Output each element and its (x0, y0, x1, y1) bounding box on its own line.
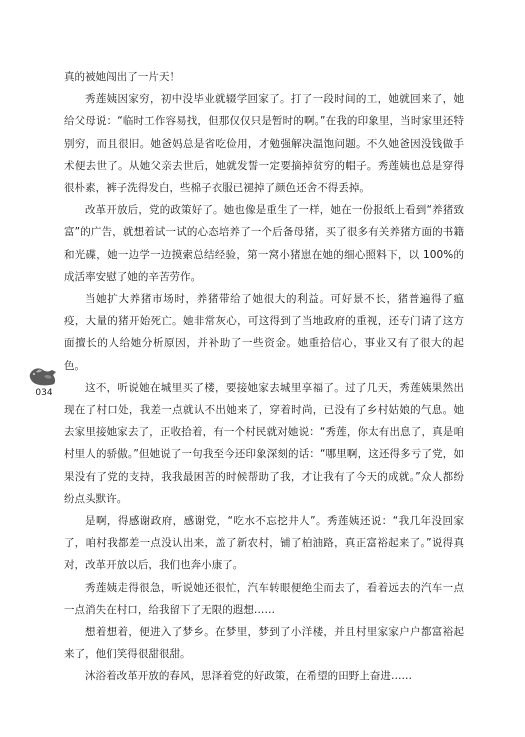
paragraph-9: 沐浴着改革开放的春风，思泽着党的好政策，在希望的田野上奋进…… (85, 670, 413, 683)
paragraph-2: 秀莲姨因家穷，初中没毕业就辍学回家了。打了一段时间的工，她就回来了，她给父母说：“临时工作容易找，但那仅仅只是暂时的啊。”在我的印象里，当时家里还特别穷，而且很旧。她爸妈总是省吃俭用，才勉强解决温饱问题。不久她爸因没钱做手术便去世了。从她父亲去世后，她就发誓一定要摘掉贫穷的帽子。秀莲姨也总是穿得很朴素，裤子洗得发白，些棉子衣服已褪掉了颜色还舍不得丢掉。 (64, 93, 464, 195)
paragraph-6: 是啊，得感谢政府，感谢党，“吃水不忘挖井人”。秀莲姨还说：“我几年没回家了，咱村我都差一点没认出来，盖了新农村，铺了柏油路，真正富裕起来了。”说得真对，改革开放以后，我们也奔小康了。 (64, 515, 464, 572)
paragraph-4: 当她扩大养猪市场时，养猪带给了她很大的利益。可好景不长，猪普遍得了瘟疫，大量的猪开始死亡。她非常灰心，可这得到了当地政府的重视，还专门请了这方面擅长的人给她分析原因，并补助了一些资金。她重拾信心，事业又有了很大的起色。 (64, 293, 464, 372)
paragraph-5: 这不，听说她在城里买了楼，要接她家去城里享福了。过了几天，秀莲姨果然出现在了村口处，我差一点就认不出她来了，穿着时尚，已没有了乡村姑娘的气息。她去家里接她家去了，正收拾着，有一个村民就对她说：“秀莲，你太有出息了，真是咱村里人的骄傲。”但她说了一句我至今还印象深刻的话：“哪里啊，这还得多亏了党，如果没有了党的支持，我我最困苦的时候帮助了我，才让我有了今天的成就。”众人都纷纷点头默许。 (64, 381, 464, 505)
paragraph-7: 秀莲姨走得很急，听说她还很忙，汽车转眼便绝尘而去了，看着远去的汽车一点一点消失在村口，给我留下了无限的遐想…… (64, 581, 464, 616)
paragraph-8: 想着想着，便进入了梦乡。在梦里，梦到了小洋楼，并且村里家家户户都富裕起来了，他们笑得很甜很甜。 (64, 626, 464, 661)
bird-ornament-icon (27, 364, 61, 388)
body-text (64, 66, 464, 688)
paragraph-1: 真的被她闯出了一片天！ (64, 71, 181, 83)
page-number-marker (27, 364, 61, 404)
paragraph-3: 改革开放后，党的政策好了。她也像是重生了一样，她在一份报纸上看到“养猪致富”的广告，就想着试一试的心态培养了一个后备母猪，买了很多有关养猪方面的书籍和光碟，她一边学一边摸索总结经验，第一窝小猪崽在她的细心照料下，以 100%的成活率安慰了她的辛苦劳作。 (64, 204, 464, 283)
page-number: 034 (35, 388, 53, 398)
